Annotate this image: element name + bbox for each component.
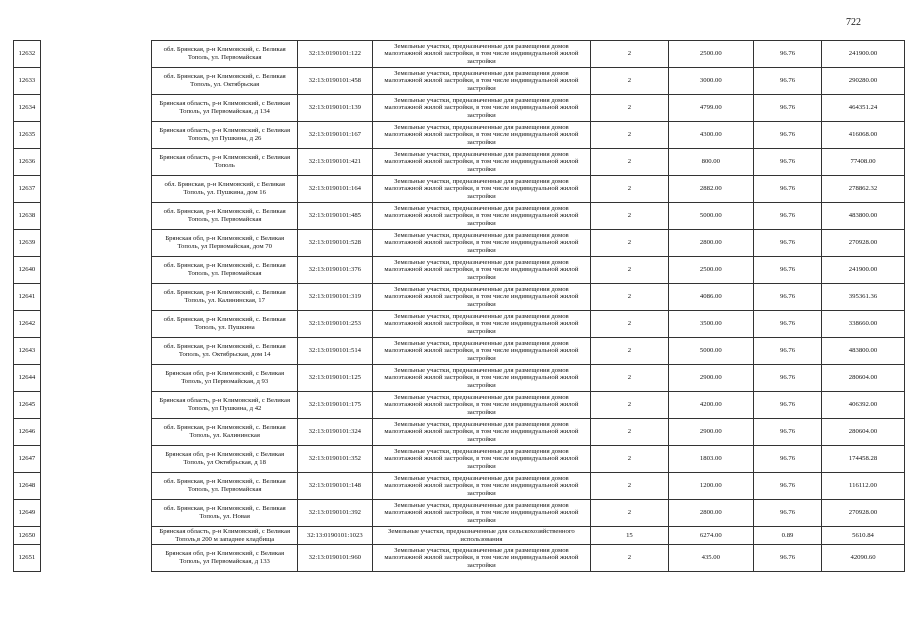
rate-cell: 96.76 xyxy=(754,95,822,122)
cadastral-number-cell: 32:13:0190101:528 xyxy=(298,230,372,257)
rate-cell: 96.76 xyxy=(754,338,822,365)
table-row xyxy=(14,149,905,176)
cadastral-number-cell: 32:13:0190101:164 xyxy=(298,176,372,203)
cadastral-value-cell: 483800.00 xyxy=(822,203,905,230)
group-cell: 15 xyxy=(591,527,668,545)
table-row xyxy=(14,392,905,419)
rate-cell: 96.76 xyxy=(754,149,822,176)
blank-cell xyxy=(40,95,152,122)
group-cell: 2 xyxy=(591,500,668,527)
address-cell: Брянская область, р-н Климовский, с Великая Тополь, ул Пушкина, д 26 xyxy=(152,122,298,149)
cadastral-number-cell: 32:13:0190101:175 xyxy=(298,392,372,419)
rate-cell: 96.76 xyxy=(754,230,822,257)
cadastral-value-cell: 278862.32 xyxy=(822,176,905,203)
row-id: 12635 xyxy=(14,122,41,149)
cadastral-value-cell: 241900.00 xyxy=(822,41,905,68)
group-cell: 2 xyxy=(591,419,668,446)
area-cell: 4200.00 xyxy=(668,392,754,419)
row-id: 12642 xyxy=(14,311,41,338)
cadastral-value-cell: 280604.00 xyxy=(822,365,905,392)
table-row xyxy=(14,419,905,446)
address-cell: обл. Брянская, р-н Климовский, с. Великая Тополь, ул. Калининская xyxy=(152,419,298,446)
blank-cell xyxy=(40,527,152,545)
address-cell: обл. Брянская, р-н Климовский, с. Великая Тополь, ул. Первомайская xyxy=(152,41,298,68)
blank-cell xyxy=(40,149,152,176)
group-cell: 2 xyxy=(591,338,668,365)
cadastral-value-cell: 116112.00 xyxy=(822,473,905,500)
cadastral-number-cell: 32:13:0190101:122 xyxy=(298,41,372,68)
group-cell: 2 xyxy=(591,203,668,230)
table-row xyxy=(14,95,905,122)
address-cell: обл. Брянская, р-н Климовский, с Великая Тополь, ул. Пушкина, дом 16 xyxy=(152,176,298,203)
row-id: 12647 xyxy=(14,446,41,473)
area-cell: 2500.00 xyxy=(668,41,754,68)
group-cell: 2 xyxy=(591,122,668,149)
group-cell: 2 xyxy=(591,365,668,392)
blank-cell xyxy=(40,545,152,572)
cadastral-value-cell: 406392.00 xyxy=(822,392,905,419)
area-cell: 6274.00 xyxy=(668,527,754,545)
group-cell: 2 xyxy=(591,446,668,473)
table-row xyxy=(14,500,905,527)
land-purpose-cell: Земельные участки, предназначенные для размещения домов малоэтажной жилой застройки, в том числе индивидуальной жилой застройки xyxy=(372,365,591,392)
area-cell: 435.00 xyxy=(668,545,754,572)
area-cell: 800.00 xyxy=(668,149,754,176)
table-row xyxy=(14,203,905,230)
cadastral-value-cell: 270928.00 xyxy=(822,500,905,527)
cadastral-value-cell: 174458.28 xyxy=(822,446,905,473)
cadastral-number-cell: 32:13:0190101:514 xyxy=(298,338,372,365)
row-id: 12646 xyxy=(14,419,41,446)
cadastral-number-cell: 32:13:0190101:319 xyxy=(298,284,372,311)
group-cell: 2 xyxy=(591,149,668,176)
cadastral-number-cell: 32:13:0190101:960 xyxy=(298,545,372,572)
row-id: 12644 xyxy=(14,365,41,392)
row-id: 12634 xyxy=(14,95,41,122)
land-purpose-cell: Земельные участки, предназначенные для размещения домов малоэтажной жилой застройки, в том числе индивидуальной жилой застройки xyxy=(372,230,591,257)
blank-cell xyxy=(40,284,152,311)
cadastral-number-cell: 32:13:0190101:125 xyxy=(298,365,372,392)
table-row xyxy=(14,41,905,68)
row-id: 12645 xyxy=(14,392,41,419)
address-cell: Брянская обл, р-н Климовский, с Великая Тополь, ул Первомайская, дом 70 xyxy=(152,230,298,257)
address-cell: Брянская область, р-н Климовский, с Великая Тополь,в 200 м западнее кладбища xyxy=(152,527,298,545)
land-purpose-cell: Земельные участки, предназначенные для размещения домов малоэтажной жилой застройки, в том числе индивидуальной жилой застройки xyxy=(372,311,591,338)
land-purpose-cell: Земельные участки, предназначенные для размещения домов малоэтажной жилой застройки, в том числе индивидуальной жилой застройки xyxy=(372,419,591,446)
blank-cell xyxy=(40,365,152,392)
land-purpose-cell: Земельные участки, предназначенные для размещения домов малоэтажной жилой застройки, в том числе индивидуальной жилой застройки xyxy=(372,338,591,365)
row-id: 12650 xyxy=(14,527,41,545)
area-cell: 3500.00 xyxy=(668,311,754,338)
area-cell: 2800.00 xyxy=(668,230,754,257)
cadastral-number-cell: 32:13:0190101:421 xyxy=(298,149,372,176)
blank-cell xyxy=(40,338,152,365)
area-cell: 2900.00 xyxy=(668,419,754,446)
cadastral-number-cell: 32:13:0190101:485 xyxy=(298,203,372,230)
cadastral-value-cell: 395361.36 xyxy=(822,284,905,311)
cadastral-number-cell: 32:13:0190101:253 xyxy=(298,311,372,338)
address-cell: Брянская обл, р-н Климовский, с Великая Тополь, ул Октябрьская, д 18 xyxy=(152,446,298,473)
land-purpose-cell: Земельные участки, предназначенные для размещения домов малоэтажной жилой застройки, в том числе индивидуальной жилой застройки xyxy=(372,392,591,419)
group-cell: 2 xyxy=(591,473,668,500)
blank-cell xyxy=(40,203,152,230)
cadastral-value-cell: 483800.00 xyxy=(822,338,905,365)
group-cell: 2 xyxy=(591,392,668,419)
area-cell: 2882.00 xyxy=(668,176,754,203)
cadastral-value-cell: 5610.84 xyxy=(822,527,905,545)
row-id: 12648 xyxy=(14,473,41,500)
land-purpose-cell: Земельные участки, предназначенные для размещения домов малоэтажной жилой застройки, в том числе индивидуальной жилой застройки xyxy=(372,122,591,149)
rate-cell: 96.76 xyxy=(754,419,822,446)
row-id: 12651 xyxy=(14,545,41,572)
cadastral-number-cell: 32:13:0190101:352 xyxy=(298,446,372,473)
cadastral-number-cell: 32:13:0190101:167 xyxy=(298,122,372,149)
land-purpose-cell: Земельные участки, предназначенные для сельскохозяйственного использования xyxy=(372,527,591,545)
table-row xyxy=(14,545,905,572)
land-purpose-cell: Земельные участки, предназначенные для размещения домов малоэтажной жилой застройки, в том числе индивидуальной жилой застройки xyxy=(372,41,591,68)
address-cell: обл. Брянская, р-н Климовский, с. Великая Тополь, ул. Калининская, 17 xyxy=(152,284,298,311)
table-row xyxy=(14,527,905,545)
table-row xyxy=(14,446,905,473)
address-cell: обл. Брянская, р-н Климовский, с. Великая Тополь, ул. Пушкина xyxy=(152,311,298,338)
group-cell: 2 xyxy=(591,176,668,203)
blank-cell xyxy=(40,473,152,500)
address-cell: обл. Брянская, р-н Климовский, с. Великая Тополь, ул. Первомайская xyxy=(152,473,298,500)
row-id: 12637 xyxy=(14,176,41,203)
rate-cell: 96.76 xyxy=(754,500,822,527)
cadastral-value-cell: 280604.00 xyxy=(822,419,905,446)
cadastral-number-cell: 32:13:0190101:1023 xyxy=(298,527,372,545)
address-cell: Брянская область, р-н Климовский, с Великая Тополь xyxy=(152,149,298,176)
rate-cell: 96.76 xyxy=(754,473,822,500)
group-cell: 2 xyxy=(591,284,668,311)
rate-cell: 96.76 xyxy=(754,446,822,473)
address-cell: Брянская обл, р-н Климовский, с Великая Тополь, ул Первомайская, д 93 xyxy=(152,365,298,392)
rate-cell: 96.76 xyxy=(754,41,822,68)
rate-cell: 96.76 xyxy=(754,122,822,149)
rate-cell: 96.76 xyxy=(754,545,822,572)
group-cell: 2 xyxy=(591,68,668,95)
area-cell: 5000.00 xyxy=(668,338,754,365)
area-cell: 2800.00 xyxy=(668,500,754,527)
row-id: 12632 xyxy=(14,41,41,68)
rate-cell: 96.76 xyxy=(754,365,822,392)
table-row xyxy=(14,473,905,500)
blank-cell xyxy=(40,419,152,446)
group-cell: 2 xyxy=(591,230,668,257)
rate-cell: 96.76 xyxy=(754,257,822,284)
table-row xyxy=(14,338,905,365)
cadastral-value-cell: 464351.24 xyxy=(822,95,905,122)
land-purpose-cell: Земельные участки, предназначенные для размещения домов малоэтажной жилой застройки, в том числе индивидуальной жилой застройки xyxy=(372,284,591,311)
cadastral-number-cell: 32:13:0190101:139 xyxy=(298,95,372,122)
blank-cell xyxy=(40,446,152,473)
land-purpose-cell: Земельные участки, предназначенные для размещения домов малоэтажной жилой застройки, в том числе индивидуальной жилой застройки xyxy=(372,500,591,527)
row-id: 12639 xyxy=(14,230,41,257)
area-cell: 2500.00 xyxy=(668,257,754,284)
area-cell: 2900.00 xyxy=(668,365,754,392)
address-cell: Брянская обл, р-н Климовский, с Великая Тополь, ул Первомайская, д 133 xyxy=(152,545,298,572)
row-id: 12649 xyxy=(14,500,41,527)
land-purpose-cell: Земельные участки, предназначенные для размещения домов малоэтажной жилой застройки, в том числе индивидуальной жилой застройки xyxy=(372,545,591,572)
cadastral-number-cell: 32:13:0190101:392 xyxy=(298,500,372,527)
table-row xyxy=(14,68,905,95)
table-body xyxy=(14,41,905,572)
rate-cell: 96.76 xyxy=(754,68,822,95)
row-id: 12643 xyxy=(14,338,41,365)
row-id: 12640 xyxy=(14,257,41,284)
blank-cell xyxy=(40,122,152,149)
row-id: 12633 xyxy=(14,68,41,95)
table-row xyxy=(14,311,905,338)
address-cell: обл. Брянская, р-н Климовский, с. Великая Тополь, ул. Новая xyxy=(152,500,298,527)
blank-cell xyxy=(40,392,152,419)
group-cell: 2 xyxy=(591,41,668,68)
group-cell: 2 xyxy=(591,311,668,338)
cadastral-value-cell: 338660.00 xyxy=(822,311,905,338)
blank-cell xyxy=(40,257,152,284)
table-row xyxy=(14,365,905,392)
group-cell: 2 xyxy=(591,95,668,122)
table-row xyxy=(14,257,905,284)
land-purpose-cell: Земельные участки, предназначенные для размещения домов малоэтажной жилой застройки, в том числе индивидуальной жилой застройки xyxy=(372,473,591,500)
blank-cell xyxy=(40,500,152,527)
land-registry-table xyxy=(13,40,905,572)
blank-cell xyxy=(40,68,152,95)
blank-cell xyxy=(40,311,152,338)
area-cell: 1803.00 xyxy=(668,446,754,473)
area-cell: 3000.00 xyxy=(668,68,754,95)
rate-cell: 96.76 xyxy=(754,311,822,338)
rate-cell: 96.76 xyxy=(754,176,822,203)
rate-cell: 0.89 xyxy=(754,527,822,545)
area-cell: 4799.00 xyxy=(668,95,754,122)
rate-cell: 96.76 xyxy=(754,392,822,419)
row-id: 12636 xyxy=(14,149,41,176)
group-cell: 2 xyxy=(591,257,668,284)
area-cell: 4300.00 xyxy=(668,122,754,149)
area-cell: 1200.00 xyxy=(668,473,754,500)
address-cell: обл. Брянская, р-н Климовский, с. Великая Тополь, ул. Первомайская xyxy=(152,203,298,230)
area-cell: 4086.00 xyxy=(668,284,754,311)
land-purpose-cell: Земельные участки, предназначенные для размещения домов малоэтажной жилой застройки, в том числе индивидуальной жилой застройки xyxy=(372,176,591,203)
address-cell: обл. Брянская, р-н Климовский, с. Великая Тополь, ул. Октябрьская, дом 14 xyxy=(152,338,298,365)
cadastral-number-cell: 32:13:0190101:376 xyxy=(298,257,372,284)
table-row xyxy=(14,230,905,257)
cadastral-number-cell: 32:13:0190101:458 xyxy=(298,68,372,95)
rate-cell: 96.76 xyxy=(754,203,822,230)
row-id: 12641 xyxy=(14,284,41,311)
cadastral-value-cell: 416068.00 xyxy=(822,122,905,149)
cadastral-value-cell: 77408.00 xyxy=(822,149,905,176)
address-cell: обл. Брянская, р-н Климовский, с. Великая Тополь, ул. Октябрьская xyxy=(152,68,298,95)
cadastral-number-cell: 32:13:0190101:324 xyxy=(298,419,372,446)
cadastral-number-cell: 32:13:0190101:148 xyxy=(298,473,372,500)
land-purpose-cell: Земельные участки, предназначенные для размещения домов малоэтажной жилой застройки, в том числе индивидуальной жилой застройки xyxy=(372,68,591,95)
land-purpose-cell: Земельные участки, предназначенные для размещения домов малоэтажной жилой застройки, в том числе индивидуальной жилой застройки xyxy=(372,446,591,473)
table-row xyxy=(14,176,905,203)
cadastral-value-cell: 42090.60 xyxy=(822,545,905,572)
area-cell: 5000.00 xyxy=(668,203,754,230)
land-purpose-cell: Земельные участки, предназначенные для размещения домов малоэтажной жилой застройки, в том числе индивидуальной жилой застройки xyxy=(372,203,591,230)
rate-cell: 96.76 xyxy=(754,284,822,311)
land-purpose-cell: Земельные участки, предназначенные для размещения домов малоэтажной жилой застройки, в том числе индивидуальной жилой застройки xyxy=(372,257,591,284)
table-row xyxy=(14,122,905,149)
blank-cell xyxy=(40,230,152,257)
blank-cell xyxy=(40,176,152,203)
cadastral-value-cell: 270928.00 xyxy=(822,230,905,257)
page-number: 722 xyxy=(846,17,861,28)
address-cell: Брянская область, р-н Климовский, с Великая Тополь, ул Первомайская, д 134 xyxy=(152,95,298,122)
blank-cell xyxy=(40,41,152,68)
land-purpose-cell: Земельные участки, предназначенные для размещения домов малоэтажной жилой застройки, в том числе индивидуальной жилой застройки xyxy=(372,149,591,176)
address-cell: обл. Брянская, р-н Климовский, с. Великая Тополь, ул. Первомайская xyxy=(152,257,298,284)
row-id: 12638 xyxy=(14,203,41,230)
table-row xyxy=(14,284,905,311)
group-cell: 2 xyxy=(591,545,668,572)
address-cell: Брянская область, р-н Климовский, с Великая Тополь, ул Пушкина, д 42 xyxy=(152,392,298,419)
cadastral-value-cell: 241900.00 xyxy=(822,257,905,284)
land-purpose-cell: Земельные участки, предназначенные для размещения домов малоэтажной жилой застройки, в том числе индивидуальной жилой застройки xyxy=(372,95,591,122)
cadastral-value-cell: 290280.00 xyxy=(822,68,905,95)
